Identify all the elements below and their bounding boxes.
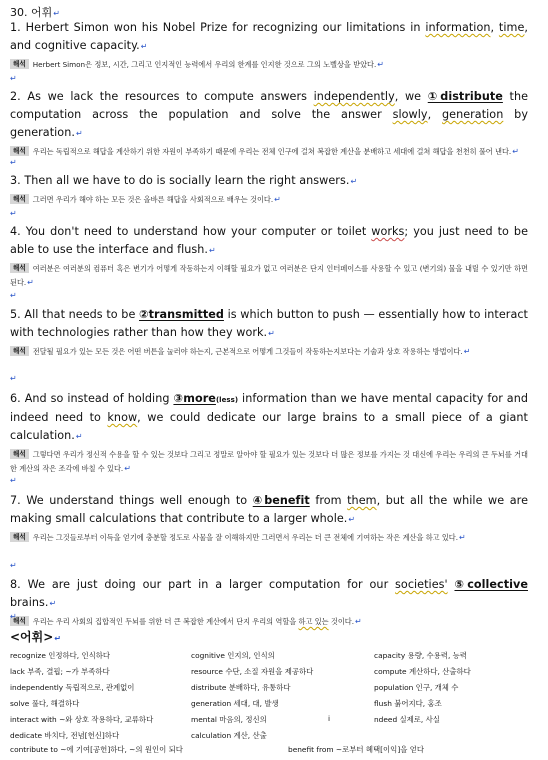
blank-line: ↵: [10, 612, 17, 621]
stray-character: i: [328, 714, 331, 723]
underlined-choice-1: ①distribute: [427, 90, 503, 103]
blank-line: ↵: [10, 374, 17, 383]
blank-line: ↵: [10, 158, 17, 167]
blank-line: ↵: [10, 561, 17, 570]
vocab-entry: lack 부족, 결핍; ~가 부족하다: [10, 667, 110, 676]
sentence-item-7: [10, 492, 528, 545]
vocab-row: [10, 714, 540, 730]
vocab-row: [10, 744, 540, 760]
vocab-entry: calculation 계산, 산출: [191, 731, 267, 740]
vocab-entry: cognitive 인지의, 인식의: [191, 651, 275, 660]
vocab-entry: interact with ~와 상호 작용하다, 교류하다: [10, 715, 154, 724]
english-sentence: 1. Herbert Simon won his Nobel Prize for recognizing our limitations in information, time, and cognitive capacity.↵: [10, 21, 529, 52]
korean-translation: 해석 우리는 독립적으로 해답을 계산하기 위한 자원이 부족하기 때문에 우리는 전체 인구에 걸쳐 복잡한 계산을 분배하고 세대에 걸쳐 해답을 천천히 풀어 낸다.↵: [10, 145, 528, 159]
english-sentence: 8. We are just doing our part in a larger computation for our societies' ⑤collective brains.↵: [10, 578, 528, 609]
translation-tag: 해석: [10, 59, 29, 69]
english-sentence: 3. Then all we have to do is socially learn the right answers.↵: [10, 174, 358, 187]
vocab-entry: population 인구, 개체 수: [374, 683, 459, 692]
sentence-item-5: [10, 306, 528, 359]
vocab-entry: capacity 용량, 수용력, 능력: [374, 651, 467, 660]
english-sentence: 6. And so instead of holding ③more(less) information than we have mental capacity for and indeed need to know, we could dedicate our large brains to a small piece of a giant calculation.↵: [10, 392, 528, 442]
english-sentence: 4. You don't need to understand how your computer or toilet works; you just need to be able to use the interface and flush.↵: [10, 225, 529, 256]
vocab-row: [10, 650, 540, 666]
korean-translation: 해석 그러면 우리가 해야 하는 모든 것은 올바른 해답을 사회적으로 배우는 것이다.↵: [10, 193, 528, 207]
blank-line: ↵: [10, 476, 17, 485]
korean-translation: 해석 여러분은 여러분의 컴퓨터 혹은 변기가 어떻게 작동하는지 이해할 필요가 없고 여러분은 단지 인터페이스를 사용할 수 있고 (변기의) 물을 내릴 수 있기만 하면 된다.↵: [10, 264, 528, 287]
sentence-item-3: [10, 172, 528, 207]
vocab-entry: generation 세대, 대, 발생: [191, 699, 279, 708]
english-sentence: 2. As we lack the resources to compute answers independently, we ①distribute the computation across the population and solve the answer slowly, generation by generation.↵: [10, 90, 529, 139]
vocab-entry: compute 계산하다, 산출하다: [374, 667, 471, 676]
korean-translation: 해석 전달될 필요가 있는 모든 것은 어떤 버튼을 눌러야 하는지, 근본적으로 어떻게 그것들이 작동하는지보다는 기술과 상호 작용하는 방법이다.↵: [10, 345, 528, 359]
sentence-item-8: [10, 576, 528, 629]
vocab-entry: benefit from ~로부터 혜택[이익]을 얻다: [288, 745, 424, 754]
underlined-choice-5: ⑤collective: [454, 578, 528, 591]
sentence-item-2: [10, 88, 528, 159]
korean-translation: 해석 Herbert Simon은 정보, 시간, 그리고 인지적인 능력에서 우리의 한계를 인지한 것으로 그의 노벨상을 받았다.↵: [10, 58, 528, 72]
english-sentence: 7. We understand things well enough to ④benefit from them, but all the while we are making small calculations that contribute to a larger whole.↵: [10, 494, 528, 525]
vocab-row: [10, 698, 540, 714]
vocab-entry: dedicate 바치다, 전념[헌신]하다: [10, 731, 120, 740]
vocab-row: [10, 666, 540, 682]
blank-line: ↵: [10, 291, 17, 300]
vocab-entry: flush 붉어지다, 홍조: [374, 699, 442, 708]
english-sentence: 5. All that needs to be ②transmitted is which button to push — essentially how to interact with technologies rather than how they work.↵: [10, 308, 528, 339]
blank-line: ↵: [10, 209, 17, 218]
sentence-item-1: [10, 19, 528, 72]
underlined-choice-3: ③more: [173, 392, 216, 405]
vocab-entry: contribute to ~에 기여[공헌]하다, ~의 원인이 되다: [10, 745, 183, 754]
vocab-entry: distribute 분배하다, 유통하다: [191, 683, 291, 692]
vocab-entry: resource 수단, 소질 자원을 제공하다: [191, 667, 314, 676]
page-title: 30. 어휘↵: [10, 6, 60, 19]
korean-translation: 해석 우리는 그것들로부터 이득을 얻기에 충분할 정도로 사물을 잘 이해하지만 그러면서 우리는 더 큰 전체에 기여하는 작은 계산을 하고 있다.↵: [10, 531, 528, 545]
vocab-entry: solve 풀다, 해결하다: [10, 699, 80, 708]
vocab-entry: recognize 인정하다, 인식하다: [10, 651, 111, 660]
vocab-entry: mental 마음의, 정신의: [191, 715, 267, 724]
vocab-heading: <어휘>↵: [10, 630, 61, 644]
blank-line: ↵: [10, 74, 17, 83]
korean-translation: 해석 그렇다면 우리가 정신적 수용을 할 수 있는 것보다 그리고 정말로 알아야 할 필요가 있는 것보다 더 많은 정보를 가지는 것 대신에 우리는 우리의 큰 두뇌를 거대한 계산의 작은 조각에 바칠 수 있다.↵: [10, 450, 528, 473]
return-mark: ↵: [140, 42, 148, 51]
vocab-row: [10, 682, 540, 698]
korean-translation: 해석 우리는 우리 사회의 집합적인 두뇌를 위한 더 큰 복잡한 계산에서 단지 우리의 역할을 하고 있는 것이다.↵: [10, 615, 528, 629]
vocab-entry: ndeed 실제로, 사실: [374, 715, 440, 724]
sentence-item-6: [10, 390, 528, 476]
underlined-choice-2: ②transmitted: [139, 308, 224, 321]
vocab-entry: independently 독립적으로, 관계없이: [10, 683, 135, 692]
underlined-choice-4: ④benefit: [252, 494, 310, 507]
sentence-item-4: [10, 223, 528, 290]
